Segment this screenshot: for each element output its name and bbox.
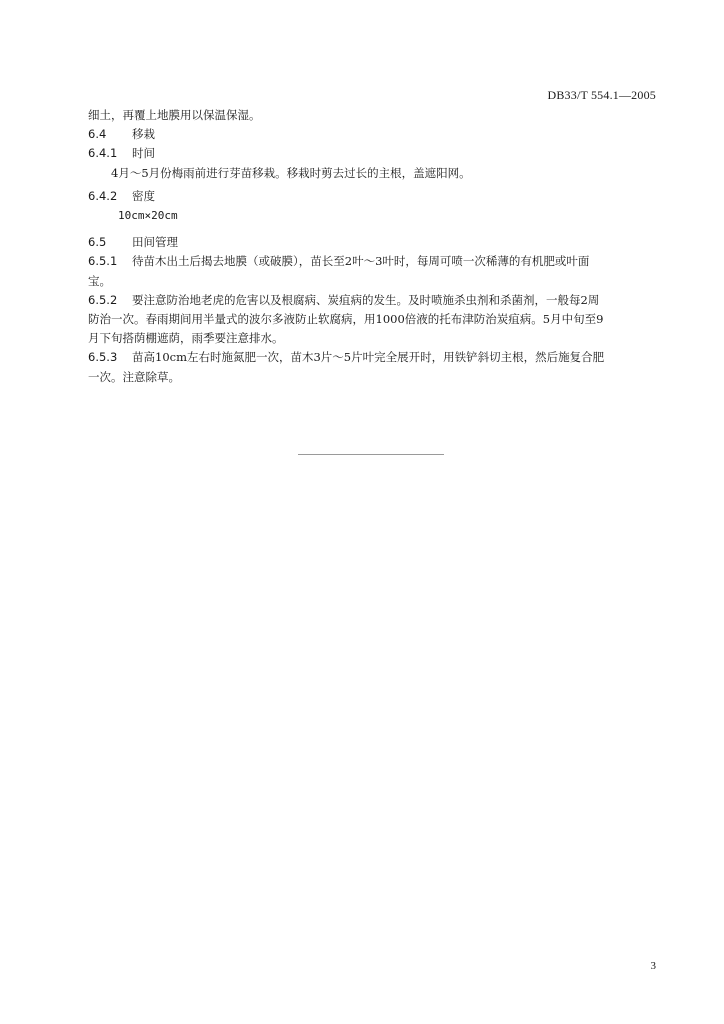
paragraph-line: 待苗木出土后揭去地膜（或破膜），苗长至2叶～3叶时，每周可喷一次稀薄的有机肥或叶面	[132, 254, 590, 269]
paragraph-line: 苗高10cm左右时施氮肥一次，苗木3片～5片叶完全展开时，用铁铲斜切主根，然后施复合肥	[132, 350, 605, 365]
section-6-5-3-paragraph	[88, 348, 658, 386]
paragraph-line: 防治一次。春雨期间用半量式的波尔多液防止软腐病，用1000倍液的托布津防治炭疽病。5月中旬至9	[88, 312, 604, 327]
section-number: 6.4.2	[88, 188, 118, 203]
section-title: 移栽	[132, 127, 155, 142]
section-title: 时间	[132, 146, 155, 161]
section-6-4-heading	[88, 125, 658, 144]
paragraph-line: 月下旬搭荫棚遮荫，雨季要注意排水。	[88, 331, 284, 346]
paragraph-line: 宝。	[88, 273, 111, 288]
paragraph-line: 一次。注意除草。	[88, 369, 180, 384]
page-number: 3	[650, 960, 656, 972]
paragraph-line: 要注意防治地老虎的危害以及根腐病、炭疽病的发生。及时喷施杀虫剂和杀菌剂，一般每2周	[132, 292, 600, 307]
section-6-5-heading	[88, 233, 658, 252]
section-title: 田间管理	[132, 235, 178, 250]
section-title: 密度	[132, 188, 155, 203]
section-number: 6.5.2	[88, 292, 118, 307]
section-number: 6.5.3	[88, 350, 118, 365]
section-6-5-2-paragraph	[88, 291, 658, 349]
continuation-text: 细土，再覆上地膜用以保温保湿。	[88, 108, 261, 122]
page-content	[88, 106, 658, 387]
section-number: 6.5.1	[88, 254, 118, 269]
section-number: 6.4.1	[88, 146, 118, 161]
section-6-4-1-text: 4月～5月份梅雨前进行芽苗移栽。移栽时剪去过长的主根，盖遮阳网。	[111, 165, 471, 180]
section-6-4-2-text: 10cm×20cm	[118, 209, 178, 223]
end-of-standard-rule	[298, 454, 444, 455]
section-number: 6.4	[88, 127, 107, 142]
standard-code: DB33/T 554.1—2005	[547, 88, 656, 102]
section-6-5-1-paragraph	[88, 252, 658, 290]
section-number: 6.5	[88, 235, 107, 250]
section-6-4-2-heading	[88, 187, 658, 206]
section-6-4-1-heading	[88, 144, 658, 163]
